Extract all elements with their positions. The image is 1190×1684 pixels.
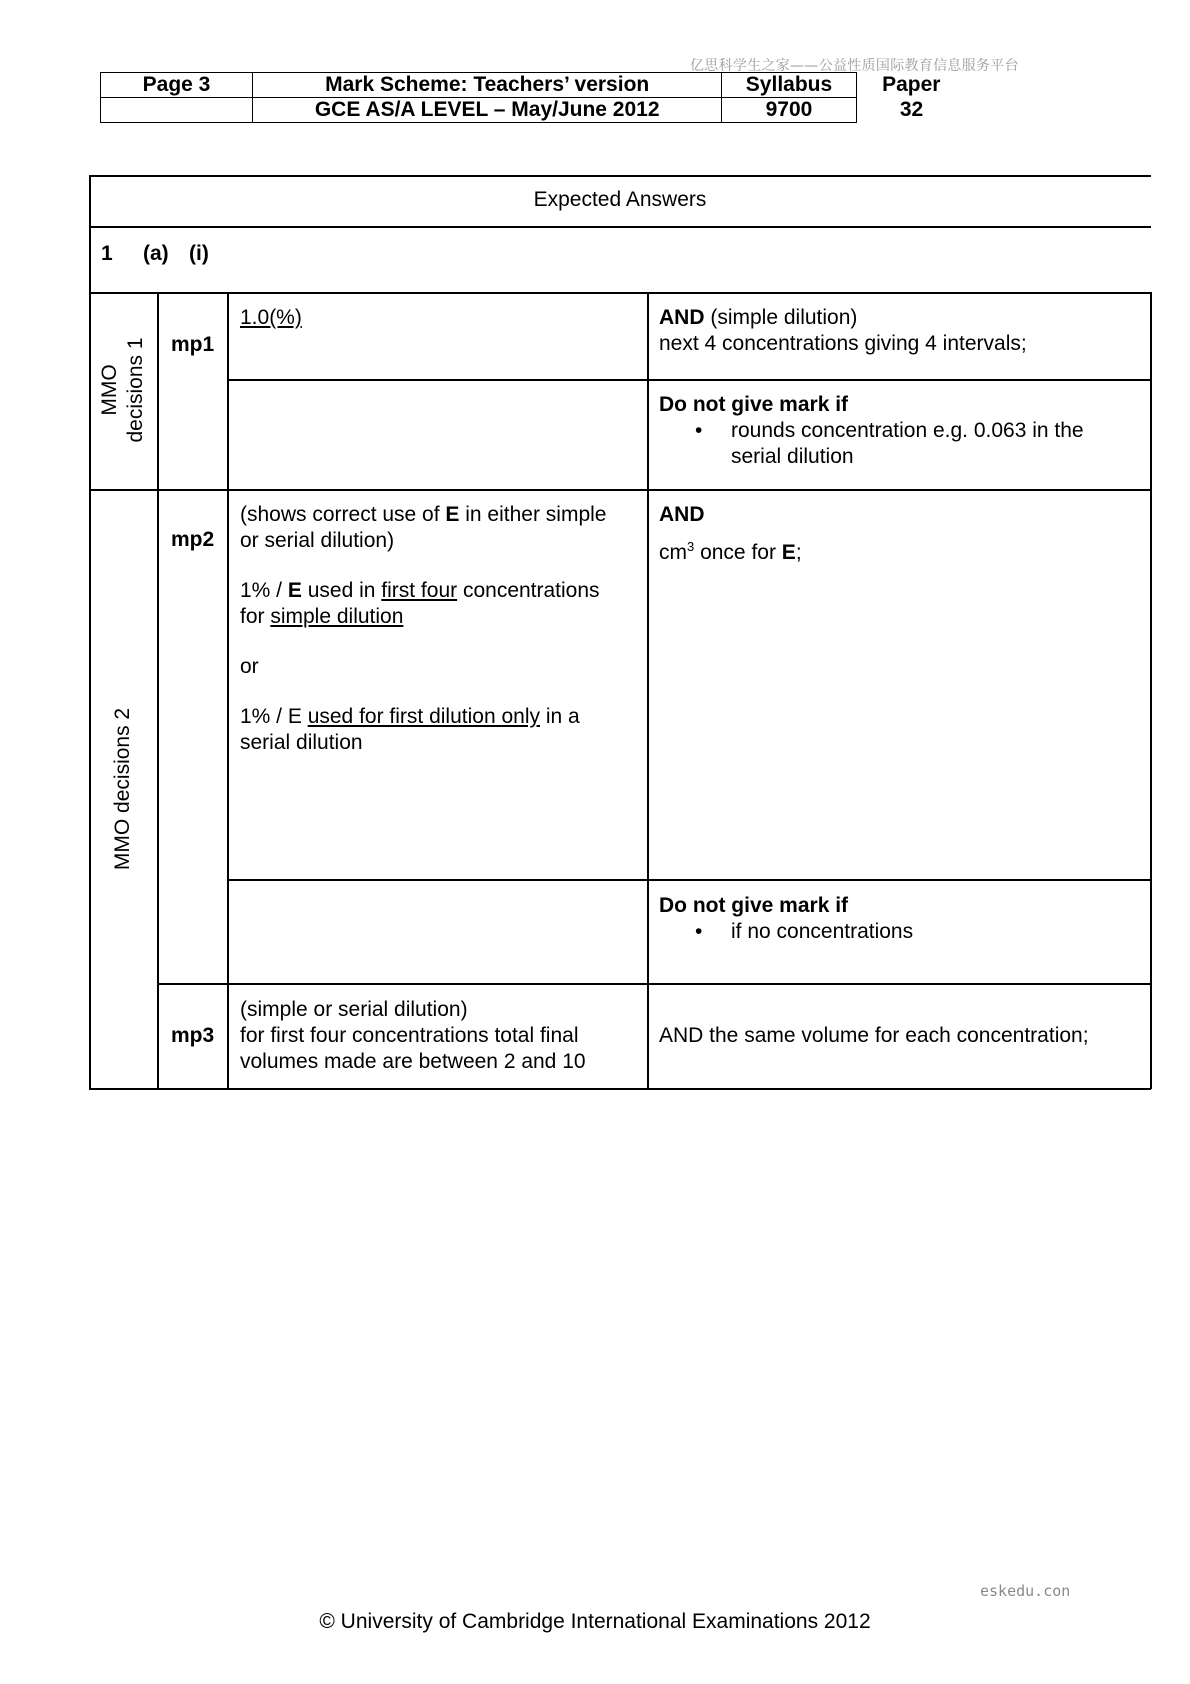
mp2-label: mp2: [171, 528, 215, 551]
question-part: (a): [143, 242, 169, 265]
syllabus-label: Syllabus: [722, 73, 856, 98]
paper-number: 32: [899, 98, 924, 121]
paper-label: Paper: [882, 73, 941, 96]
mp2-answer: (shows correct use of E in either simple or serial dilution) 1% / E used in first four concentrations for simple dilution or 1% / E used for first dilution only in a serial dilution: [240, 503, 607, 754]
mmo-decisions-1-label: MMO decisions 1: [98, 337, 147, 443]
mp2-and-note: AND $cm^3$ once for E;: [659, 503, 802, 564]
mp3-answer: (simple or serial dilution) for first four concentrations total final volumes made are between 2 and 10: [240, 998, 586, 1073]
mp1-label: mp1: [171, 333, 215, 356]
watermark-bottom: eskedu.con: [980, 1582, 1071, 1600]
page-number: Page 3: [101, 73, 253, 98]
syllabus-code: 9700: [722, 98, 856, 123]
mmo-decisions-2-label: MMO decisions 2: [111, 707, 134, 871]
watermark-top: 亿思科学生之家——公益性质国际教育信息服务平台: [690, 58, 1019, 74]
question-number: 1: [101, 242, 113, 265]
header-table: [100, 72, 967, 123]
mp3-and-note: AND the same volume for each concentration;: [659, 1024, 1089, 1047]
exam-session: GCE AS/A LEVEL – May/June 2012: [253, 98, 722, 123]
question-subpart: (i): [189, 242, 209, 265]
mp1-and-note: AND (simple dilution) next 4 concentrations giving 4 intervals;: [659, 306, 1027, 355]
mp2-do-not-give: Do not give mark if • if no concentrations: [659, 894, 914, 943]
mp1-do-not-give: Do not give mark if • rounds concentration e.g. 0.063 in the serial dilution: [659, 393, 1084, 468]
empty-cell: [101, 98, 253, 123]
expected-answers-heading: Expected Answers: [533, 188, 707, 211]
mp3-label: mp3: [171, 1024, 215, 1047]
mp1-answer: 1.0(%): [240, 306, 302, 329]
copyright-footer: © University of Cambridge International Examinations 2012: [319, 1610, 871, 1633]
document-title: Mark Scheme: Teachers’ version: [253, 73, 722, 98]
mark-scheme-table: [89, 175, 1151, 1089]
